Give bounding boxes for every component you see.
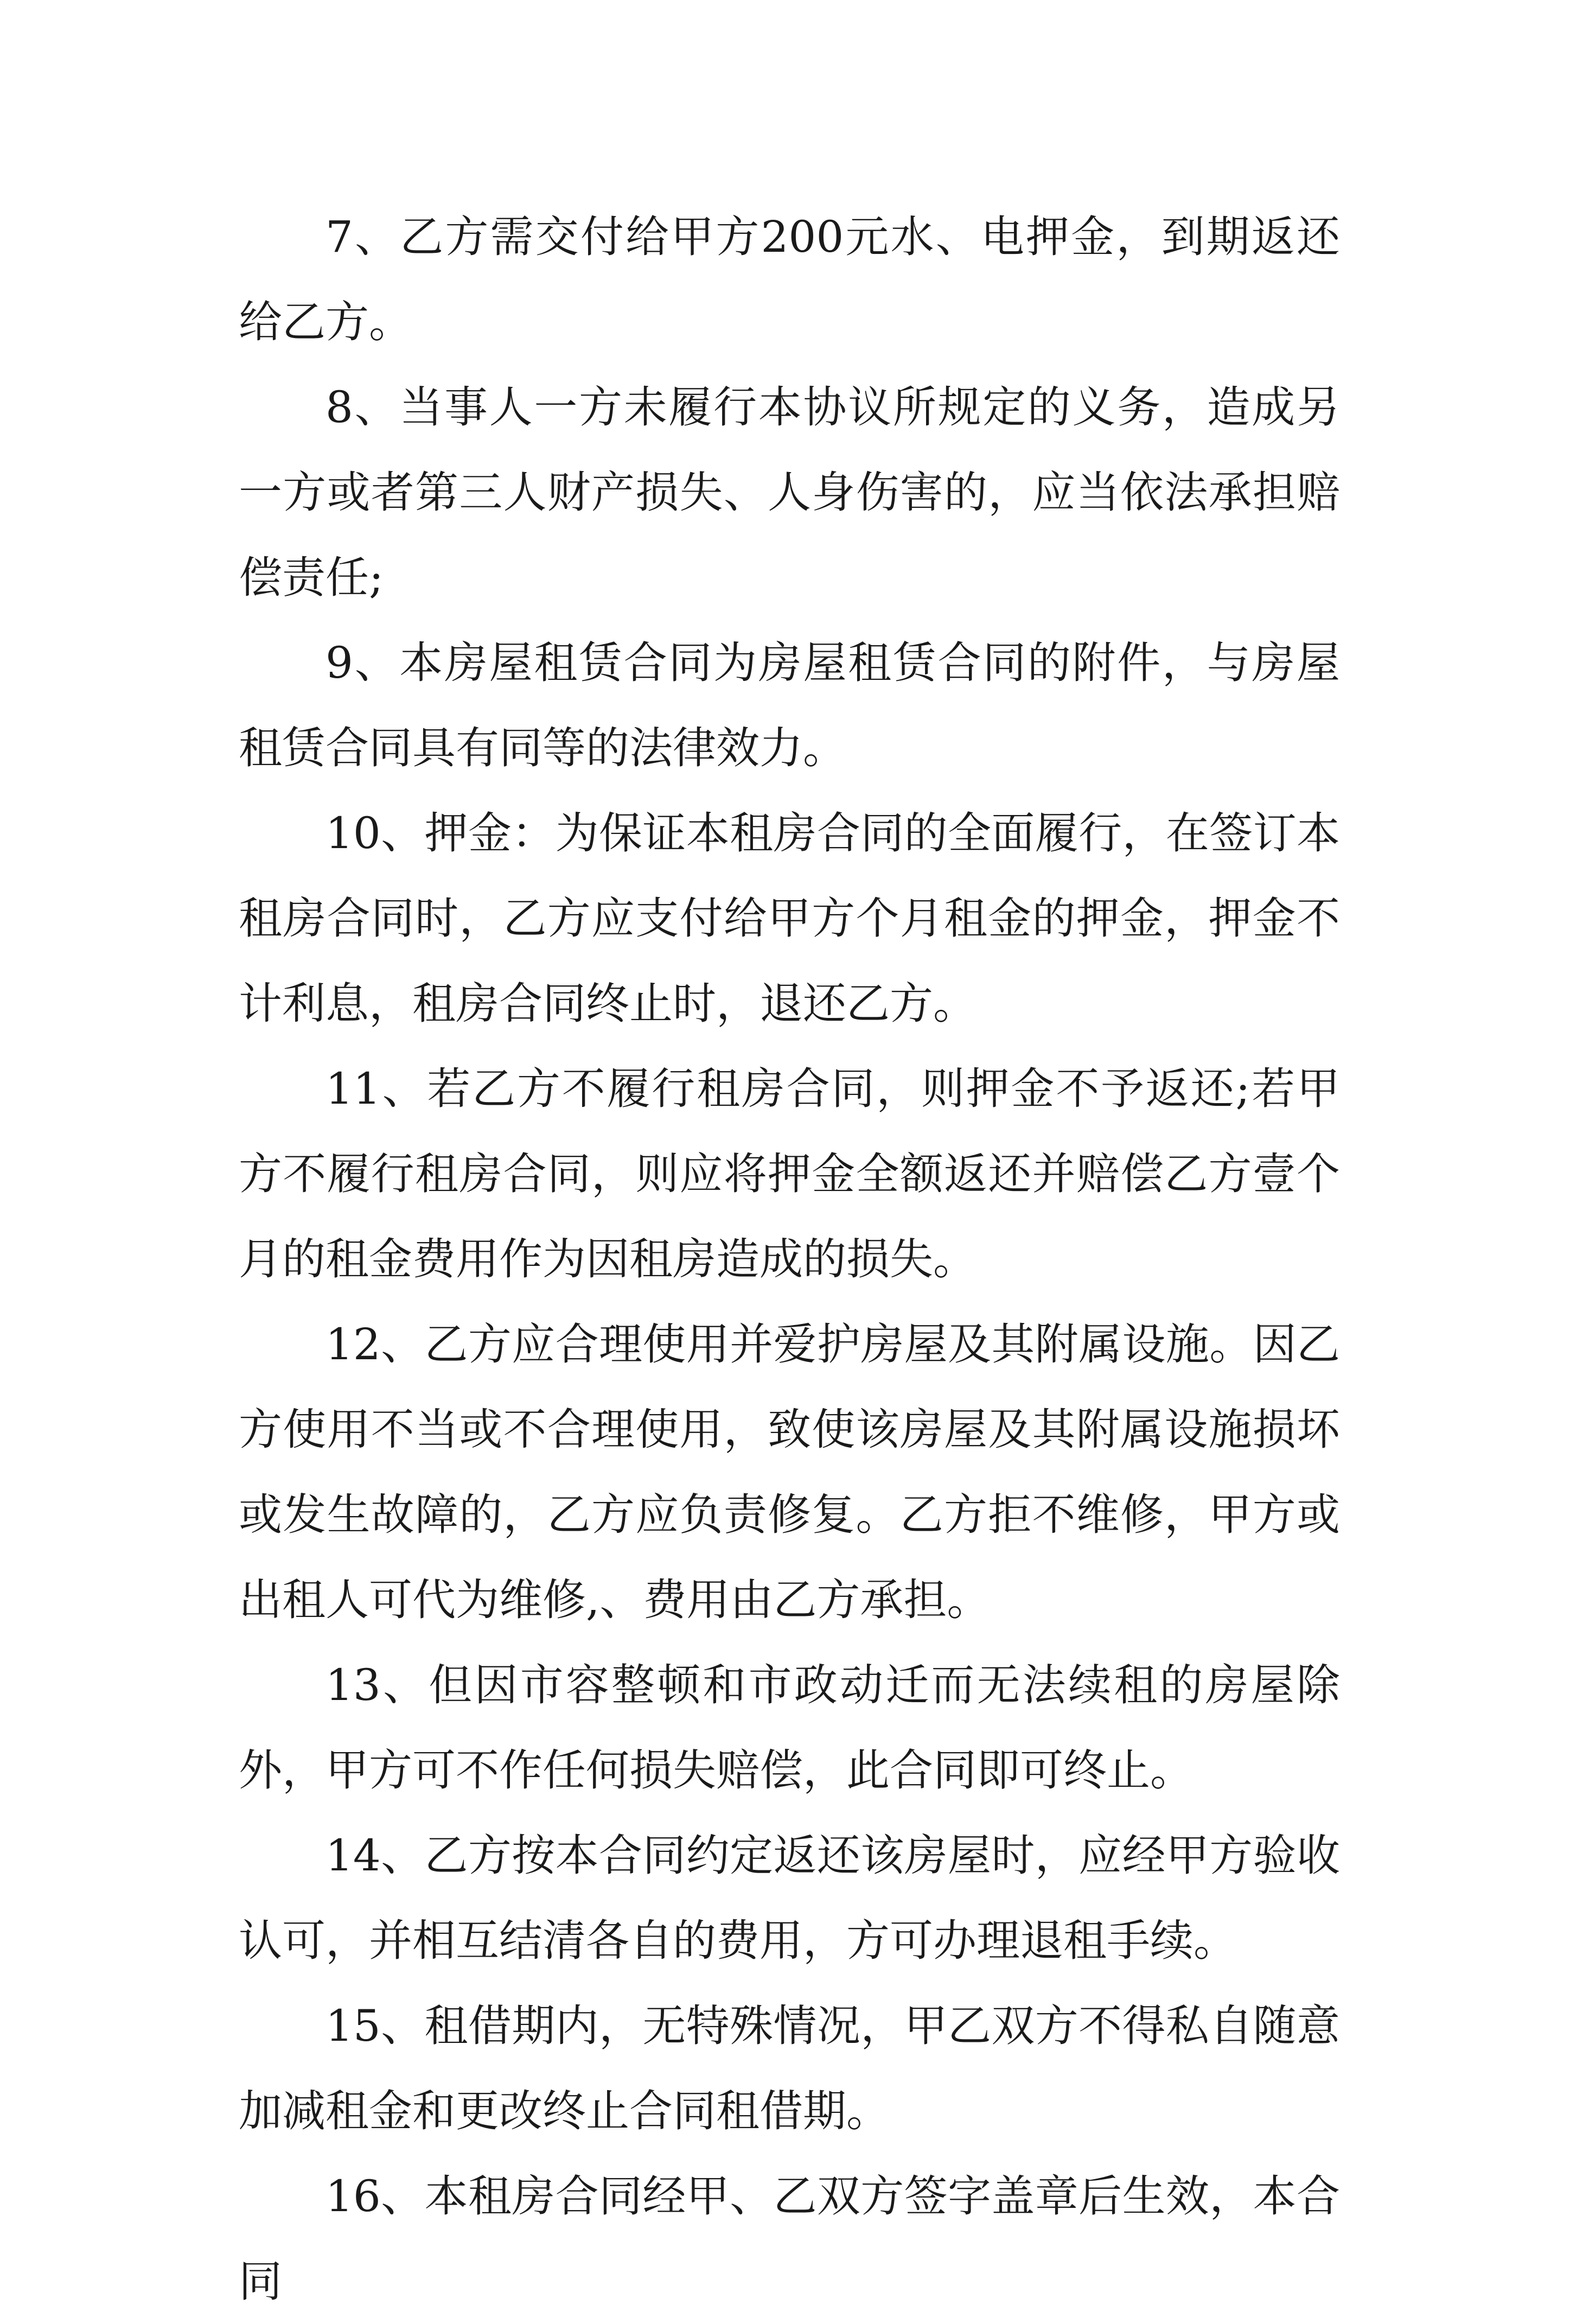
clause-14: 14、乙方按本合同约定返还该房屋时，应经甲方验收认可，并相互结清各自的费用，方可办理退租手续。 (239, 1830, 1340, 1966)
clause-12: 12、乙方应合理使用并爱护房屋及其附属设施。因乙方使用不当或不合理使用，致使该房屋及其附属设施损坏或发生故障的，乙方应负责修复。乙方拒不维修，甲方或出租人可代为维修,、费用由乙方承担。 (239, 1319, 1340, 1625)
clause-10: 10、押金：为保证本租房合同的全面履行，在签订本租房合同时，乙方应支付给甲方个月租金的押金，押金不计利息，租房合同终止时，退还乙方。 (239, 808, 1340, 1029)
clause-15: 15、租借期内，无特殊情况，甲乙双方不得私自随意加减租金和更改终止合同租借期。 (239, 2001, 1340, 2136)
clause-11: 11、若乙方不履行租房合同，则押金不予返还;若甲方不履行租房合同，则应将押金全额返还并赔偿乙方壹个月的租金费用作为因租房造成的损失。 (239, 1064, 1340, 1284)
clause-13: 13、但因市容整顿和市政动迁而无法续租的房屋除外，甲方可不作任何损失赔偿，此合同即可终止。 (239, 1660, 1340, 1795)
clause-9: 9、本房屋租赁合同为房屋租赁合同的附件，与房屋租赁合同具有同等的法律效力。 (239, 638, 1340, 773)
clause-16: 16、本租房合同经甲、乙双方签字盖章后生效，本合同 (239, 2171, 1340, 2307)
clause-7: 7、乙方需交付给甲方200元水、电押金，到期返还给乙方。 (239, 212, 1340, 347)
clause-8: 8、当事人一方未履行本协议所规定的义务，造成另一方或者第三人财产损失、人身伤害的，应当依法承担赔偿责任; (239, 382, 1340, 603)
contract-body (239, 194, 1340, 2324)
